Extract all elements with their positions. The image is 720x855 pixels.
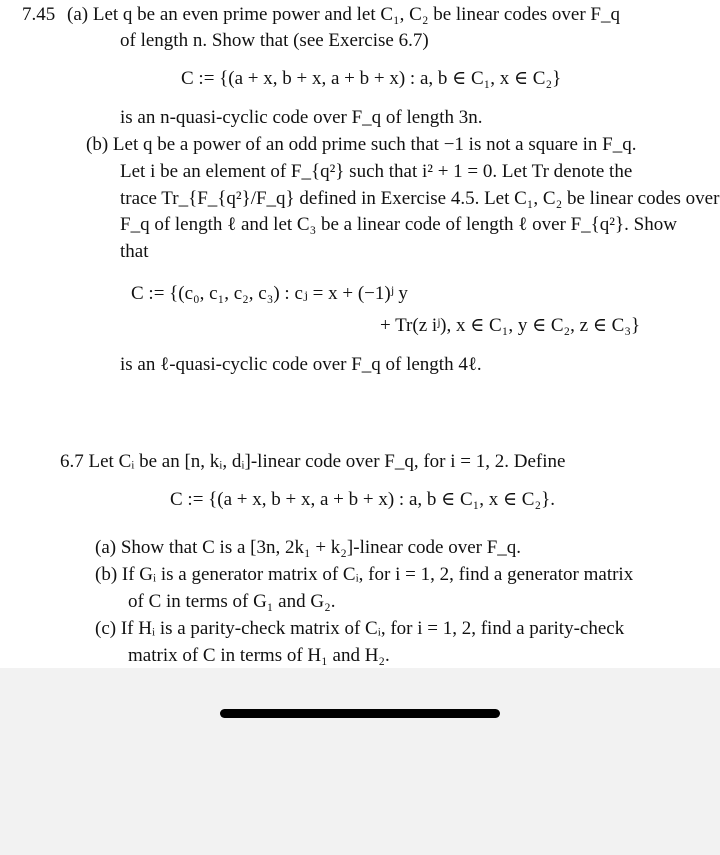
problem-7-45-b-line-2: Let i be an element of F_{q²} such that i² + 1 = 0. Let Tr denote the: [120, 161, 633, 182]
problem-6-7-line-1: 6.7 Let Cᵢ be an [n, kᵢ, dᵢ]-linear code over F_q, for i = 1, 2. Define: [60, 451, 566, 472]
problem-7-45-b-line-5: that: [120, 241, 149, 262]
problem-6-7-b-line-2: of C in terms of G₁ and G₂.: [128, 591, 336, 612]
problem-7-45-b-equation-2: + Tr(z iʲ), x ∈ C₁, y ∈ C₂, z ∈ C₃}: [380, 315, 641, 336]
problem-7-45-a-line-2: of length n. Show that (see Exercise 6.7): [120, 30, 429, 51]
problem-7-45-a-equation: C := {(a + x, b + x, a + b + x) : a, b ∈ C₁, x ∈ C₂}: [181, 68, 562, 89]
problem-7-45-b-equation-1: C := {(c₀, c₁, c₂, c₃) : cⱼ = x + (−1)ʲ y: [131, 283, 408, 304]
problem-7-45-b-line-4: F_q of length ℓ and let C₃ be a linear code of length ℓ over F_{q²}. Show: [120, 214, 677, 235]
problem-6-7-c-line-2: matrix of C in terms of H₁ and H₂.: [128, 645, 390, 666]
problem-7-45-b-line-1: (b) Let q be a power of an odd prime such that −1 is not a square in F_q.: [86, 134, 637, 155]
problem-7-45-a-line-3: is an n-quasi-cyclic code over F_q of length 3n.: [120, 107, 483, 128]
problem-7-45-b-line-3: trace Tr_{F_{q²}/F_q} defined in Exercise 4.5. Let C₁, C₂ be linear codes over: [120, 188, 720, 209]
problem-7-45-a-line-1: (a) Let q be an even prime power and let C₁, C₂ be linear codes over F_q: [67, 4, 620, 25]
problem-6-7-c-line-1: (c) If Hᵢ is a parity-check matrix of Cᵢ, for i = 1, 2, find a parity-check: [95, 618, 625, 639]
problem-6-7-equation: C := {(a + x, b + x, a + b + x) : a, b ∈ C₁, x ∈ C₂}.: [170, 489, 555, 510]
home-indicator-bar[interactable]: [220, 709, 500, 718]
problem-number-7-45: 7.45: [22, 4, 56, 25]
bottom-area: [0, 668, 720, 855]
problem-7-45-b-line-6: is an ℓ-quasi-cyclic code over F_q of length 4ℓ.: [120, 354, 482, 375]
problem-6-7-a: (a) Show that C is a [3n, 2k₁ + k₂]-linear code over F_q.: [95, 537, 522, 558]
problem-6-7-b-line-1: (b) If Gᵢ is a generator matrix of Cᵢ, for i = 1, 2, find a generator matrix: [95, 564, 634, 585]
